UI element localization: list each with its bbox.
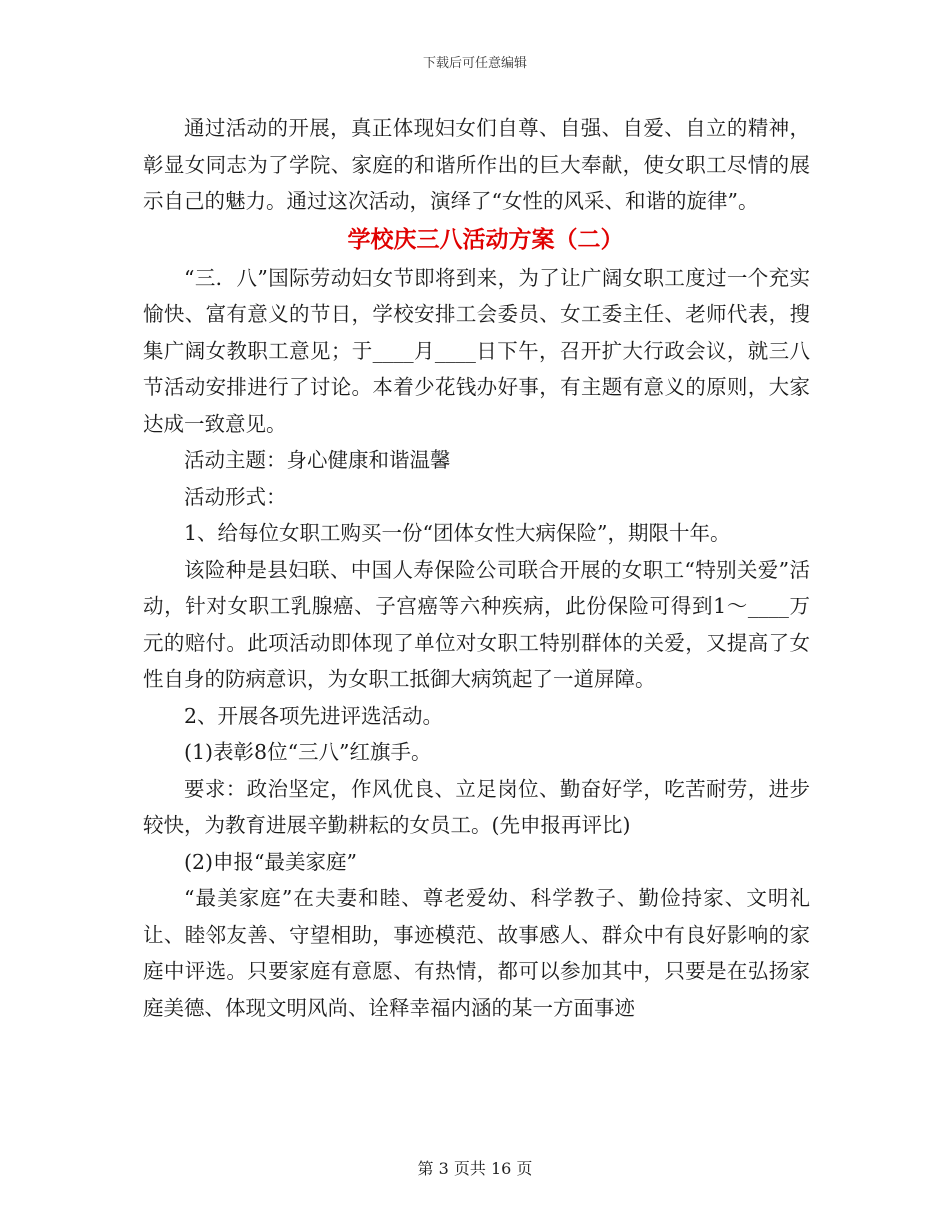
section-title: 学校庆三八活动方案（二） [347,225,624,253]
paragraph-sub-item-2: (2)申报“最美家庭” [184,849,357,874]
paragraph-best-family: “最美家庭”在夫妻和睦、尊老爱幼、科学教子、勤俭持家、文明礼让、睦邻友善、守望相助，事迹模范、故事感人、群众中有良好影响的家庭中评选。只要家庭有意愿、有热情，都可以参加其中，只要是在弘扬家庭美德、体现文明风尚、诠释幸福内涵的某一方面事迹 [143,886,810,1020]
document-body [143,110,810,1026]
paragraph-requirements: 要求：政治坚定，作风优良、立足岗位、勤奋好学，吃苦耐劳，进步较快，为教育进展辛勤耕耘的女员工。(先申报再评比) [143,776,810,837]
page-number: 第 3 页共 16 页 [417,1159,533,1178]
paragraph-item-1: 1、给每位女职工购买一份“团体女性大病保险”，期限十年。 [184,521,731,545]
intro-paragraph: 通过活动的开展，真正体现妇女们自尊、自强、自爱、自立的精神，彰显女同志为了学院、家庭的和谐所作出的巨大奉献，使女职工尽情的展示自己的魅力。通过这次活动，演绎了“女性的风采、和谐的旋律”。 [143,116,810,213]
paragraph-item-2: 2、开展各项先进评选活动。 [184,703,444,728]
paragraph-insurance: 该险种是县妇联、中国人寿保险公司联合开展的女职工“特别关爱”活动，针对女职工乳腺癌、子宫癌等六种疾病，此份保险可得到1～____万元的赔付。此项活动即体现了单位对女职工特别群体的关爱，又提高了女性自身的防病意识，为女职工抵御大病筑起了一道屏障。 [143,557,810,691]
paragraph-announcement: “三．八”国际劳动妇女节即将到来，为了让广阔女职工度过一个充实愉快、富有意义的节日，学校安排工会委员、女工委主任、老师代表，搜集广阔女教职工意见；于____月____日下午，召开扩大行政会议，就三八节活动安排进行了讨论。本着少花钱办好事，有主题有意义的原则，大家达成一致意见。 [143,265,810,436]
paragraph-sub-item-1: (1)表彰8位“三八”红旗手。 [184,740,432,764]
paragraph-activity-theme: 活动主题：身心健康和谐温馨 [184,448,451,472]
header-note: 下载后可任意编辑 [422,56,527,71]
paragraph-activity-form: 活动形式： [184,484,287,509]
